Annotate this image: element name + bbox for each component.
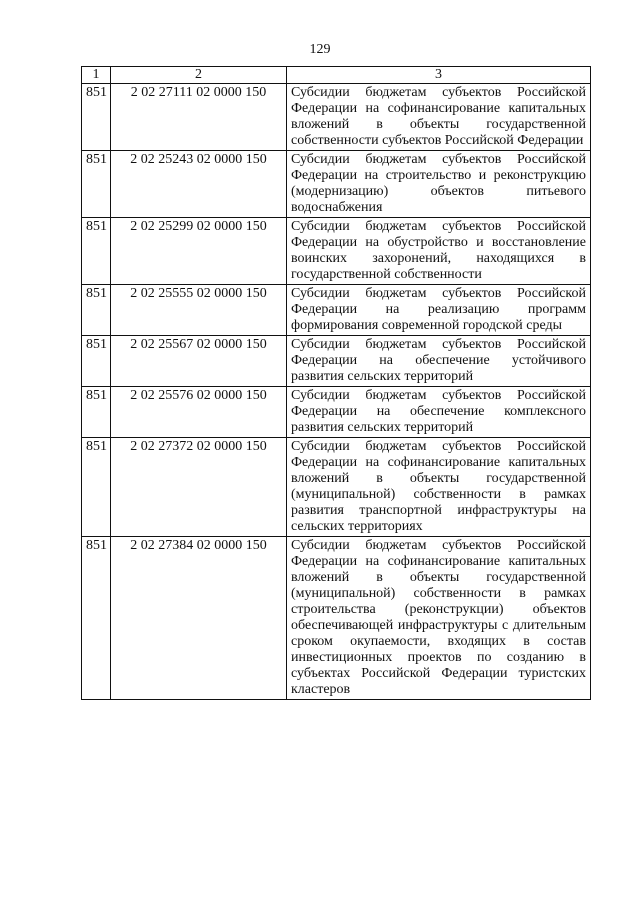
table-row: [82, 84, 591, 151]
income-code-cell: 2 02 25576 02 0000 150: [111, 387, 287, 438]
income-name-cell: Субсидии бюджетам субъектов Российской Федерации на софинансирование капитальных вложений в объекты государственной (муниципальной) собственности в рамках развития транспортной инфраструктуры на сельских территориях: [287, 438, 591, 537]
admin-code-cell: 851: [82, 218, 111, 285]
income-code-cell: 2 02 25567 02 0000 150: [111, 336, 287, 387]
table-row: [82, 285, 591, 336]
admin-code-cell: 851: [82, 537, 111, 700]
table-header-row: [82, 67, 591, 84]
admin-code-cell: 851: [82, 336, 111, 387]
income-name-cell: Субсидии бюджетам субъектов Российской Федерации на обеспечение устойчивого развития сельских территорий: [287, 336, 591, 387]
income-code-cell: 2 02 25299 02 0000 150: [111, 218, 287, 285]
income-name-cell: Субсидии бюджетам субъектов Российской Федерации на обустройство и восстановление воинских захоронений, находящихся в государственной собственности: [287, 218, 591, 285]
column-header-1: 1: [82, 67, 111, 84]
admin-code-cell: 851: [82, 285, 111, 336]
table-row: [82, 336, 591, 387]
income-name-cell: Субсидии бюджетам субъектов Российской Федерации на обеспечение комплексного развития сельских территорий: [287, 387, 591, 438]
admin-code-cell: 851: [82, 438, 111, 537]
income-code-cell: 2 02 27111 02 0000 150: [111, 84, 287, 151]
column-header-2: 2: [111, 67, 287, 84]
income-codes-table: [81, 66, 591, 700]
income-code-cell: 2 02 27384 02 0000 150: [111, 537, 287, 700]
admin-code-cell: 851: [82, 151, 111, 218]
table-row: [82, 438, 591, 537]
table-row: [82, 218, 591, 285]
income-name-cell: Субсидии бюджетам субъектов Российской Федерации на реализацию программ формирования современной городской среды: [287, 285, 591, 336]
admin-code-cell: 851: [82, 387, 111, 438]
income-code-cell: 2 02 25555 02 0000 150: [111, 285, 287, 336]
income-code-cell: 2 02 27372 02 0000 150: [111, 438, 287, 537]
table-row: [82, 151, 591, 218]
table-row: [82, 387, 591, 438]
income-name-cell: Субсидии бюджетам субъектов Российской Федерации на софинансирование капитальных вложений в объекты государственной собственности субъектов Российской Федерации: [287, 84, 591, 151]
table-row: [82, 537, 591, 700]
income-name-cell: Субсидии бюджетам субъектов Российской Федерации на строительство и реконструкцию (модернизацию) объектов питьевого водоснабжения: [287, 151, 591, 218]
admin-code-cell: 851: [82, 84, 111, 151]
income-name-cell: Субсидии бюджетам субъектов Российской Федерации на софинансирование капитальных вложений в объекты государственной (муниципальной) собственности в рамках строительства (реконструкции) объектов обеспечивающей инфраструктуры с длительным сроком окупаемости, входящих в состав инвестиционных проектов по созданию в субъектах Российской Федерации туристских кластеров: [287, 537, 591, 700]
income-code-cell: 2 02 25243 02 0000 150: [111, 151, 287, 218]
column-header-3: 3: [287, 67, 591, 84]
page-number: 129: [309, 42, 331, 57]
